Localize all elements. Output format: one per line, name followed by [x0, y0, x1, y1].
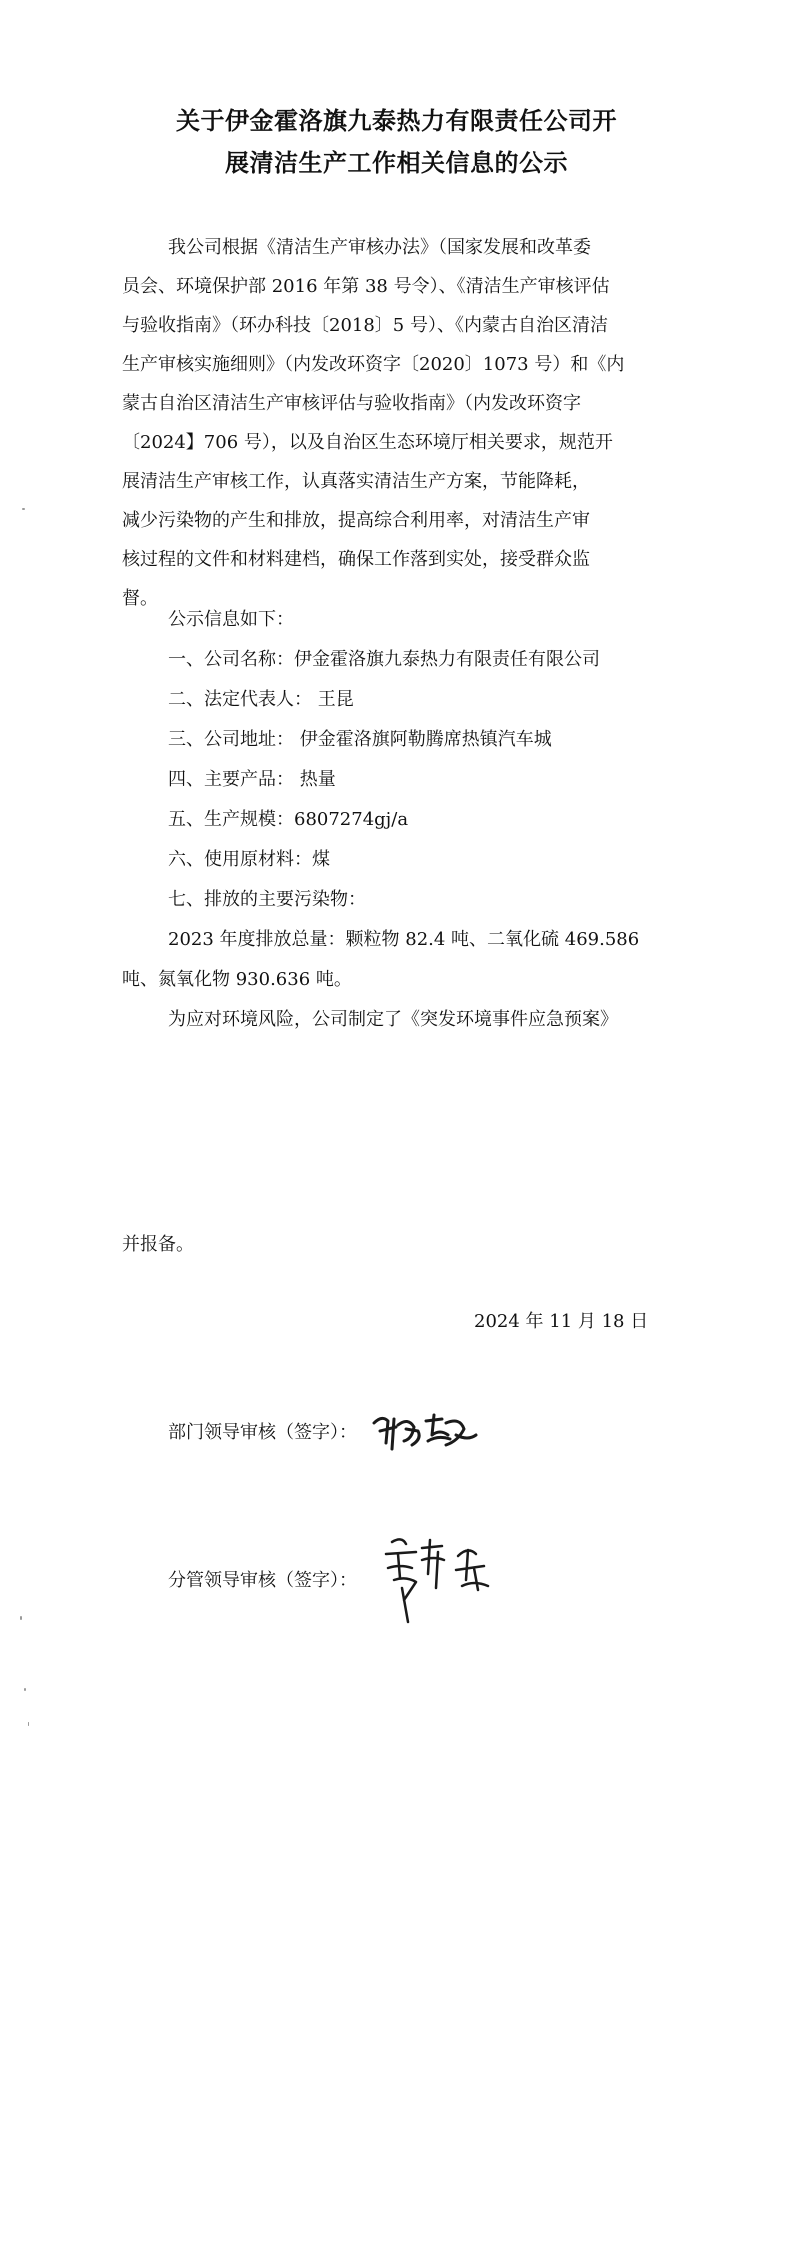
emission-line: 吨、氮氧化物 930.636 吨。 [122, 969, 352, 990]
scan-speck [24, 1688, 26, 1691]
info-item-production-scale: 五、生产规模：6807274gj/a [168, 809, 409, 830]
intro-line: 展清洁生产审核工作，认真落实清洁生产方案，节能降耗， [122, 471, 590, 492]
info-heading: 公示信息如下： [168, 609, 294, 630]
info-item-company-name: 一、公司名称：伊金霍洛旗九泰热力有限责任有限公司 [168, 649, 600, 670]
document-title-line-1: 关于伊金霍洛旗九泰热力有限责任公司开 [176, 107, 617, 135]
dept-review-label: 部门领导审核（签字）： [168, 1422, 357, 1443]
branch-leader-signature [372, 1530, 512, 1630]
info-item-company-address: 三、公司地址： 伊金霍洛旗阿勒腾席热镇汽车城 [168, 729, 552, 750]
intro-line: 蒙古自治区清洁生产审核评估与验收指南》（内发改环资字 [122, 393, 581, 414]
info-item-main-product: 四、主要产品： 热量 [168, 769, 336, 790]
document-title-line-2: 展清洁生产工作相关信息的公示 [225, 149, 568, 177]
risk-statement: 为应对环境风险，公司制定了《突发环境事件应急预案》 [168, 1009, 618, 1030]
branch-review-label: 分管领导审核（签字）： [168, 1570, 357, 1591]
scan-speck [28, 1722, 29, 1726]
emission-paragraph [122, 920, 682, 1000]
intro-line: 我公司根据《清洁生产审核办法》（国家发展和改革委 [168, 237, 591, 258]
info-item-legal-representative: 二、法定代表人： 王昆 [168, 689, 354, 710]
intro-line: 核过程的文件和材料建档，确保工作落到实处，接受群众监 [122, 549, 590, 570]
intro-line: 员会、环境保护部 2016 年第 38 号令）、《清洁生产审核评估 [122, 276, 610, 297]
intro-line: 与验收指南》（环办科技〔2018〕5 号）、《内蒙古自治区清洁 [122, 315, 608, 336]
document-date: 2024 年 11 月 18 日 [474, 1311, 649, 1332]
intro-line: 减少污染物的产生和排放，提高综合利用率，对清洁生产审 [122, 510, 590, 531]
scan-speck [22, 508, 25, 510]
info-item-main-pollutants: 七、排放的主要污染物： [168, 889, 366, 910]
continuation-text: 并报备。 [122, 1234, 194, 1255]
dept-leader-signature [368, 1405, 488, 1460]
intro-paragraph [122, 228, 670, 618]
emission-line: 2023 年度排放总量：颗粒物 82.4 吨、二氧化硫 469.586 [168, 929, 640, 950]
scan-speck [20, 1616, 22, 1620]
intro-line: 〔2024】706 号），以及自治区生态环境厅相关要求，规范开 [122, 432, 613, 453]
info-item-raw-material: 六、使用原材料：煤 [168, 849, 330, 870]
intro-line: 督。 [122, 588, 158, 609]
intro-line: 生产审核实施细则》（内发改环资字〔2020〕1073 号）和《内 [122, 354, 625, 375]
